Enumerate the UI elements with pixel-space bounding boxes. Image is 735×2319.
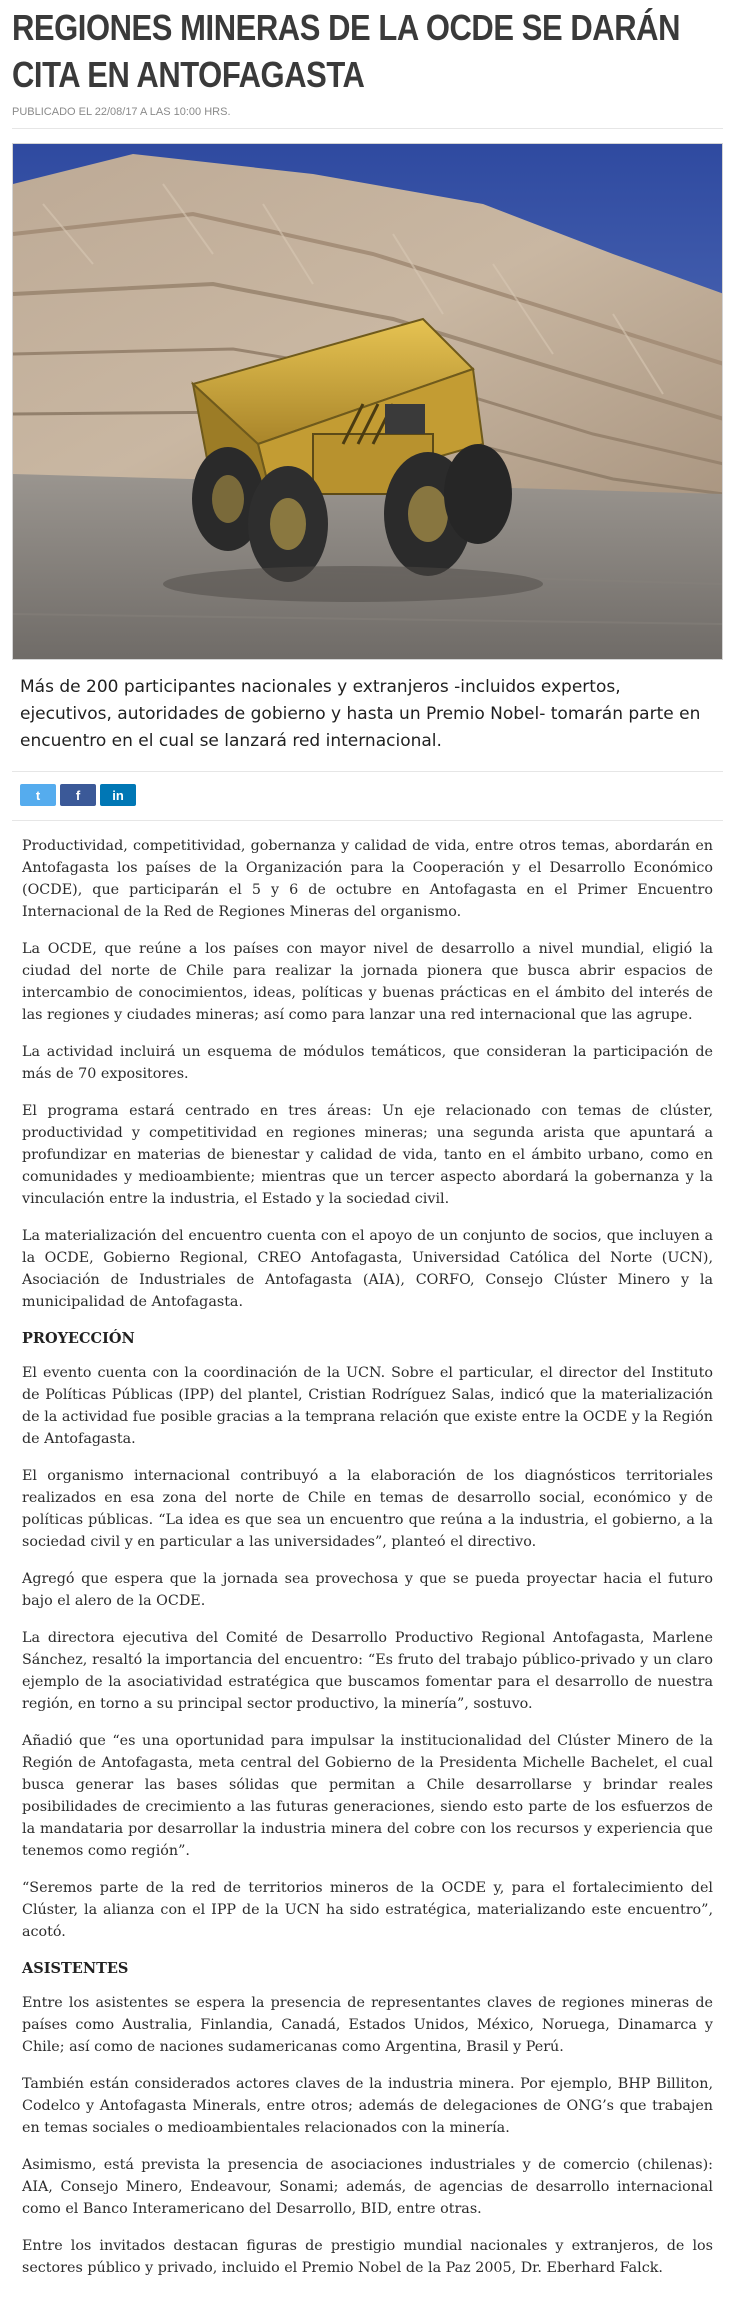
hero-image xyxy=(12,143,723,660)
share-linkedin-button[interactable] xyxy=(100,784,136,806)
paragraph: También están considerados actores claves de la industria minera. Por ejemplo, BHP Billiton, Codelco y Antofagasta Minerals, entre otros; además de delegaciones de ONG’s que trabajen en temas sociales o medioambientales relacionados con la minería. xyxy=(22,2076,713,2136)
paragraph: El organismo internacional contribuyó a la elaboración de los diagnósticos territoriales realizados en esa zona del norte de Chile en temas de desarrollo social, económico y de políticas públicas. “La idea es que sea un encuentro que reúna a la industria, el gobierno, a la sociedad civil y en particular a las universidades”, planteó el directivo. xyxy=(22,1468,713,1550)
share-facebook-button[interactable] xyxy=(60,784,96,806)
paragraph: Entre los invitados destacan figuras de prestigio mundial nacionales y extranjeros, de los sectores público y privado, incluido el Premio Nobel de la Paz 2005, Dr. Eberhard Falck. xyxy=(22,2238,713,2276)
mining-truck-photo xyxy=(13,144,723,660)
publish-date: PUBLICADO EL 22/08/17 A LAS 10:00 HRS. xyxy=(12,106,723,129)
section-heading-proyeccion: PROYECCIÓN xyxy=(22,1330,135,1347)
paragraph: Asimismo, está prevista la presencia de asociaciones industriales y de comercio (chilenas): AIA, Consejo Minero, Endeavour, Sonami; además, de agencias de desarrollo internacional como el Banco Interamericano del Desarrollo, BID, entre otras. xyxy=(22,2157,713,2217)
paragraph: Productividad, competitividad, gobernanza y calidad de vida, entre otros temas, abordarán en Antofagasta los países de la Organización para la Cooperación y el Desarrollo Económico (OCDE), que participarán el 5 y 6 de octubre en Antofagasta en el Primer Encuentro Internacional de la Red de Regiones Mineras del organismo. xyxy=(22,838,713,920)
paragraph: Entre los asistentes se espera la presencia de representantes claves de regiones mineras de países como Australia, Finlandia, Canadá, Estados Unidos, México, Noruega, Dinamarca y Chile; así como de naciones sudamericanas como Argentina, Brasil y Perú. xyxy=(22,1995,713,2055)
paragraph: El evento cuenta con la coordinación de la UCN. Sobre el particular, el director del Instituto de Políticas Públicas (IPP) del plantel, Cristian Rodríguez Salas, indicó que la materialización de la actividad fue posible gracias a la temprana relación que existe entre la OCDE y la Región de Antofagasta. xyxy=(22,1365,713,1447)
paragraph: La OCDE, que reúne a los países con mayor nivel de desarrollo a nivel mundial, eligió la ciudad del norte de Chile para realizar la jornada pionera que busca abrir espacios de intercambio de conocimientos, ideas, políticas y buenas prácticas en el ámbito del interés de las regiones y ciudades mineras; así como para lanzar una red internacional que las agrupe. xyxy=(22,941,713,1023)
paragraph: El programa estará centrado en tres áreas: Un eje relacionado con temas de clúster, productividad y competitividad en regiones mineras; una segunda arista que apuntará a profundizar en materias de bienestar y calidad de vida, tanto en el ámbito urbano, como en comunidades y medioambiente; mientras que un tercer aspecto abordará la gobernanza y la vinculación entre la industria, el Estado y la sociedad civil. xyxy=(22,1103,713,1207)
share-bar xyxy=(12,772,723,821)
paragraph: Añadió que “es una oportunidad para impulsar la institucionalidad del Clúster Minero de la Región de Antofagasta, meta central del Gobierno de la Presidenta Michelle Bachelet, el cual busca generar las bases sólidas que permitan a Chile desarrollarse y brindar reales posibilidades de crecimiento a las futuras generaciones, siendo esto parte de los esfuerzos de la mandataria por desarrollar la industria minera del cobre con los recursos y experiencia que tenemos como región”. xyxy=(22,1733,713,1859)
linkedin-icon: in xyxy=(112,787,124,803)
paragraph: La directora ejecutiva del Comité de Desarrollo Productivo Regional Antofagasta, Marlene Sánchez, resaltó la importancia del encuentro: “Es fruto del trabajo público-privado y un claro ejemplo de la asociatividad estratégica que buscamos fomentar para el desarrollo de nuestra región, en torno a su principal sector productivo, la minería”, sostuvo. xyxy=(22,1630,713,1712)
paragraph: La materialización del encuentro cuenta con el apoyo de un conjunto de socios, que incluyen a la OCDE, Gobierno Regional, CREO Antofagasta, Universidad Católica del Norte (UCN), Asociación de Industriales de Antofagasta (AIA), CORFO, Consejo Clúster Minero y la municipalidad de Antofagasta. xyxy=(22,1228,713,1310)
article-lead: Más de 200 participantes nacionales y extranjeros -incluidos expertos, ejecutivos, autoridades de gobierno y hasta un Premio Nobel- tomarán parte en encuentro en el cual se lanzará red internacional. xyxy=(12,660,723,772)
paragraph: “Seremos parte de la red de territorios mineros de la OCDE y, para el fortalecimiento del Clúster, la alianza con el IPP de la UCN ha sido estratégica, materializando este encuentro”, acotó. xyxy=(22,1880,713,1940)
share-twitter-button[interactable] xyxy=(20,784,56,806)
section-heading-asistentes: ASISTENTES xyxy=(22,1960,129,1977)
paragraph: La actividad incluirá un esquema de módulos temáticos, que consideran la participación de más de 70 expositores. xyxy=(22,1044,713,1082)
article-body xyxy=(12,821,723,2279)
article-title: REGIONES MINERAS DE LA OCDE SE DARÁN CITA EN ANTOFAGASTA xyxy=(12,7,681,95)
facebook-icon: f xyxy=(75,787,81,803)
paragraph: Agregó que espera que la jornada sea provechosa y que se pueda proyectar hacia el futuro bajo el alero de la OCDE. xyxy=(22,1571,713,1609)
twitter-icon: t xyxy=(35,787,41,803)
